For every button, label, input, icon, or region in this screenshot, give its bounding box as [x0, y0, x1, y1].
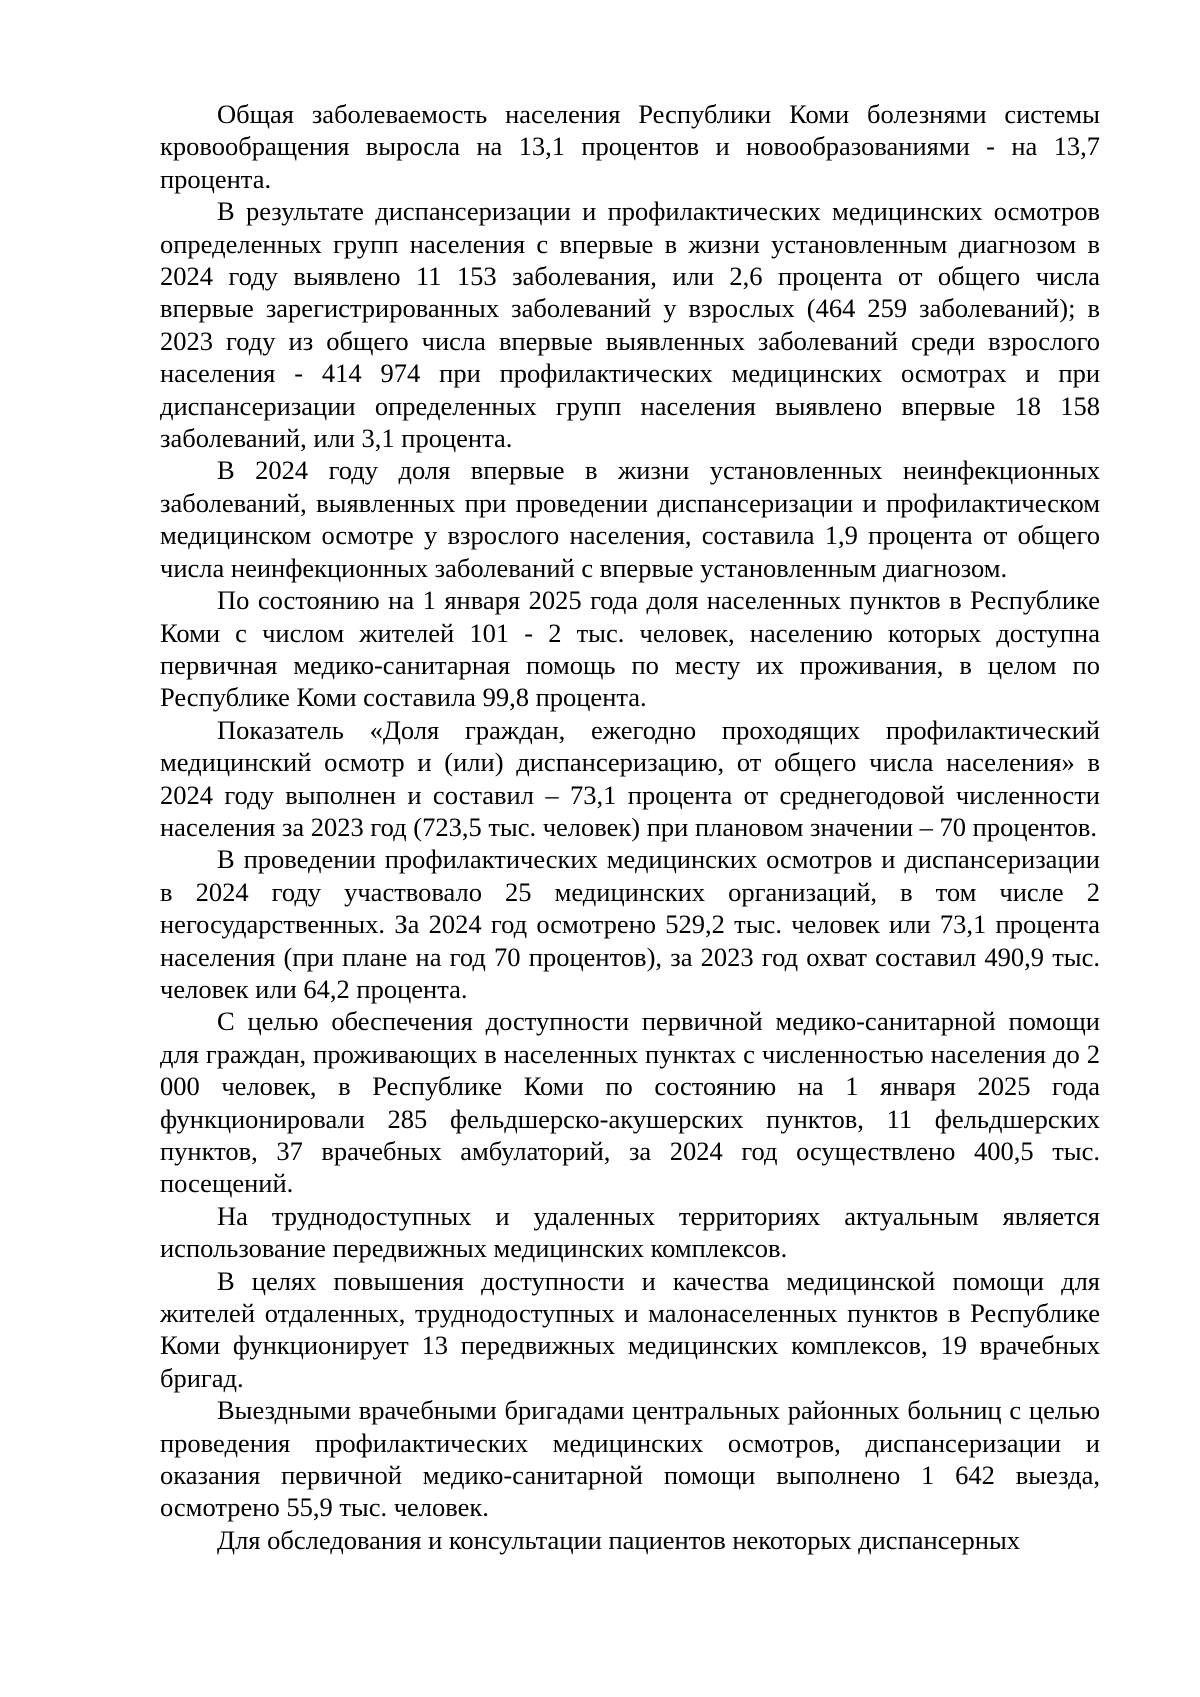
paragraph-feldsher-points: С целью обеспечения доступности первичной медико-санитарной помощи для граждан, проживающих в населенных пунктах с численностью населения до 2 000 человек, в Республике Коми по состоянию на 1 января 2025 года функционировали 285 фельдшерско-акушерских пунктов, 11 фельдшерских пунктов, 37 врачебных амбулаторий, за 2024 год осуществлено 400,5 тыс. посещений. — [160, 1006, 1100, 1199]
paragraph-noncommunicable-share: В 2024 году доля впервые в жизни установленных неинфекционных заболеваний, выявленных при проведении диспансеризации и профилактическом медицинском осмотре у взрослого населения, составила 1,9 процента от общего числа неинфекционных заболеваний с впервые установленным диагнозом. — [160, 455, 1100, 583]
paragraph-field-teams: Выездными врачебными бригадами центральных районных больниц с целью проведения профилактических медицинских осмотров, диспансеризации и оказания первичной медико-санитарной помощи выполнено 1 642 выезда, осмотрено 55,9 тыс. человек. — [160, 1395, 1100, 1523]
paragraph-settlements-access: По состоянию на 1 января 2025 года доля населенных пунктов в Республике Коми с числом жителей 101 - 2 тыс. человек, населению которых доступна первичная медико-санитарная помощь по месту их проживания, в целом по Республике Коми составила 99,8 процента. — [160, 585, 1100, 713]
paragraph-mobile-complexes-usage: На труднодоступных и удаленных территориях актуальным является использование передвижных медицинских комплексов. — [160, 1200, 1100, 1264]
paragraph-dispensary-patients: Для обследования и консультации пациентов некоторых диспансерных — [217, 1524, 1021, 1555]
paragraph-screening-results: В результате диспансеризации и профилактических медицинских осмотров определенных групп населения с впервые в жизни установленным диагнозом в 2024 году выявлено 11 153 заболевания, или 2,6 процента от общего числа впервые зарегистрированных заболеваний у взрослых (464 259 заболеваний); в 2023 году из общего числа впервые выявленных заболеваний среди взрослого населения - 414 974 при профилактических медицинских осмотрах и при диспансеризации определенных групп населения выявлено впервые 18 158 заболеваний, или 3,1 процента. — [160, 196, 1100, 454]
paragraph-medical-organizations: В проведении профилактических медицинских осмотров и диспансеризации в 2024 году участвовало 25 медицинских организаций, в том числе 2 негосударственных. За 2024 год осмотрено 529,2 тыс. человек или 73,1 процента населения (при плане на год 70 процентов), за 2023 год охват составил 490,9 тыс. человек или 64,2 процента. — [160, 844, 1100, 1004]
paragraph-cardiovascular-morbidity: Общая заболеваемость населения Республики Коми болезнями системы кровообращения выросла на 13,1 процентов и новообразованиями - на 13,7 процента. — [160, 99, 1100, 194]
document-body — [160, 98, 1100, 1556]
paragraph-indicator-share: Показатель «Доля граждан, ежегодно проходящих профилактический медицинский осмотр и (или) диспансеризацию, от общего числа населения» в 2024 году выполнен и составил – 73,1 процента от среднегодовой численности населения за 2023 год (723,5 тыс. человек) при плановом значении – 70 процентов. — [160, 714, 1100, 842]
paragraph-mobile-complexes-count: В целях повышения доступности и качества медицинской помощи для жителей отдаленных, труднодоступных и малонаселенных пунктов в Республике Коми функционирует 13 передвижных медицинских комплексов, 19 врачебных бригад. — [160, 1265, 1100, 1393]
